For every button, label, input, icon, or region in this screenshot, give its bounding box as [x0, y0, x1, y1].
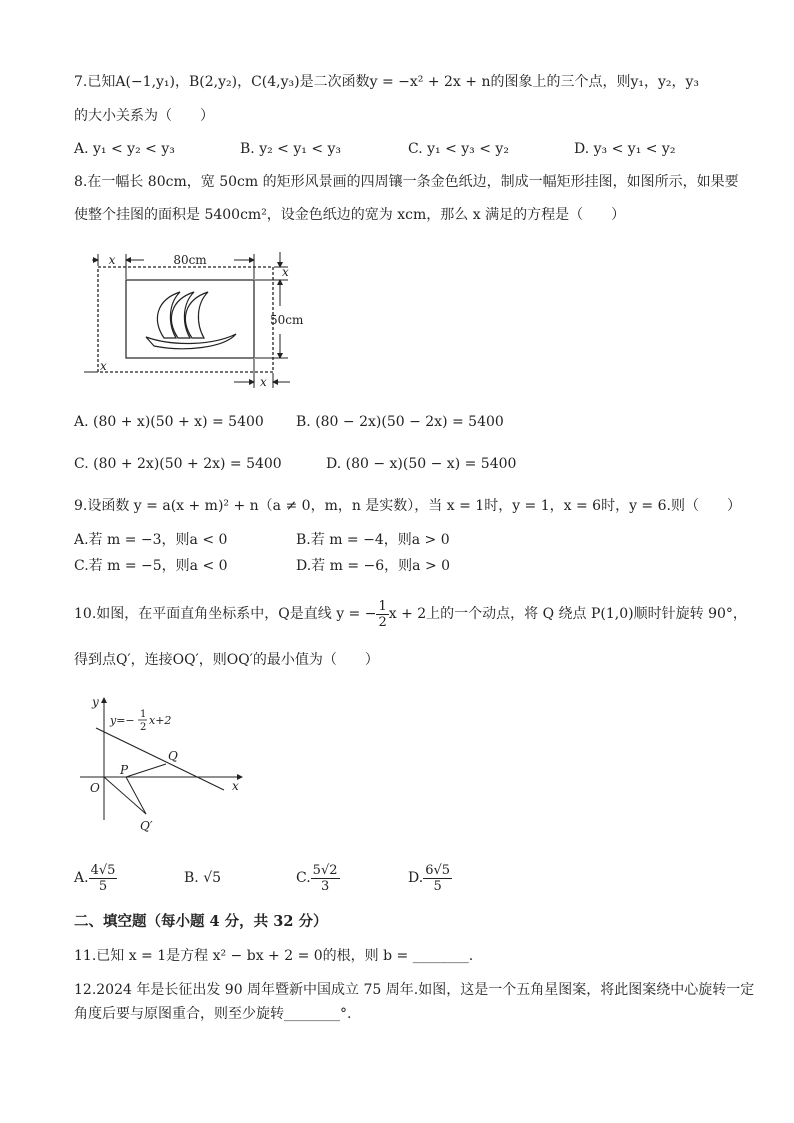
- q8-stem-line2: 使整个挂图的面积是 5400cm²，设金色纸边的宽为 xcm，那么 x 满足的方程是（ ）: [74, 207, 626, 223]
- q9-option-d: D.若 m = −6，则a > 0: [296, 558, 451, 574]
- q8-boat-sails: [146, 292, 236, 349]
- q9-option-c: C.若 m = −5，则a < 0: [74, 558, 228, 574]
- q10-frac-den: 2: [378, 614, 387, 630]
- q8-label-80cm: 80cm: [173, 253, 207, 267]
- q10-line: [96, 728, 224, 790]
- q7-option-c: C. y₁ < y₃ < y₂: [408, 141, 509, 157]
- q8-label-50cm: 50cm: [270, 313, 304, 327]
- q10-stem-line1: [74, 598, 747, 630]
- q8-option-d: D. (80 − x)(50 − x) = 5400: [326, 456, 517, 472]
- q10-option-d-fraction: $\frac{6√5}{5}$: [425, 862, 451, 894]
- q10-eq-den: 2: [140, 722, 147, 733]
- q8-label-x-top: x: [108, 253, 116, 267]
- q7-option-b: B. y₂ < y₁ < y₃: [240, 141, 342, 157]
- q8-label-x-bottom: x: [260, 375, 267, 389]
- q10-segment-pq: [126, 764, 166, 777]
- q10-label-x: x: [232, 779, 239, 793]
- q10-stem-fraction: [376, 599, 388, 630]
- q10-option-d: D. $\frac{6√5}{5}$: [408, 862, 451, 894]
- q10-eq-left: y=−: [110, 714, 135, 727]
- q8-figure: [84, 242, 314, 392]
- q10-eq-right: x+2: [149, 714, 172, 727]
- q10-stem-part1: 10.如图，在平面直角坐标系中，Q是直线 y = −: [74, 606, 377, 622]
- q10-label-p: P: [120, 763, 129, 777]
- q10-figure: [74, 692, 254, 837]
- q8-label-x-left: x: [100, 359, 107, 373]
- q10-stem-part2: x + 2上的一个动点，将 Q 绕点 P(1,0)顺时针旋转 90°，: [388, 606, 747, 622]
- q10-eq-num: 1: [140, 709, 147, 720]
- q10-option-c: C. $\frac{5√2}{3}$: [296, 862, 338, 894]
- q10-label-y: y: [92, 695, 99, 709]
- q10-option-b: B. √5: [184, 870, 222, 886]
- section-2-heading: 二、填空题（每小题 4 分，共 32 分）: [74, 913, 328, 930]
- q7-option-d: D. y₃ < y₁ < y₂: [574, 141, 676, 157]
- q10-label-qprime: Q′: [140, 819, 153, 833]
- q9-stem: 9.设函数 y = a(x + m)² + n（a ≠ 0，m，n 是实数），当 x = 1时，y = 1，x = 6时，y = 6.则（ ）: [74, 498, 741, 514]
- q10-option-c-fraction: $\frac{5√2}{3}$: [312, 862, 338, 894]
- q10-option-a: A. $\frac{4√5}{5}$: [74, 862, 116, 894]
- q10-option-a-fraction: $\frac{4√5}{5}$: [90, 862, 116, 894]
- q7-stem-line1: 7.已知A(−1,y₁)，B(2,y₂)，C(4,y₃)是二次函数y = −x² + 2x + n的图象上的三个点，则y₁，y₂，y₃: [74, 74, 700, 90]
- q9-option-a: A.若 m = −3，则a < 0: [74, 532, 228, 548]
- q7-option-a: A. y₁ < y₂ < y₃: [74, 141, 175, 157]
- q12-stem-line1: 12.2024 年是长征出发 90 周年暨新中国成立 75 周年.如图，这是一个五角星图案，将此图案绕中心旋转一定: [74, 982, 755, 998]
- q8-label-x-right: x: [282, 265, 289, 279]
- q10-frac-num: 1: [378, 598, 387, 614]
- q11-stem: 11.已知 x = 1是方程 x² − bx + 2 = 0的根，则 b = ________.: [74, 948, 474, 964]
- q8-stem-line1: 8.在一幅长 80cm，宽 50cm 的矩形风景画的四周镶一条金色纸边，制成一幅矩形挂图，如图所示，如果要: [74, 174, 739, 190]
- q9-option-b: B.若 m = −4，则a > 0: [296, 532, 450, 548]
- q8-option-c: C. (80 + 2x)(50 + 2x) = 5400: [74, 456, 282, 472]
- q10-segment-oqprime: [104, 777, 146, 814]
- q10-stem-line2: 得到点Q′，连接OQ′，则OQ′的最小值为（ ）: [74, 652, 379, 668]
- q10-label-q: Q: [168, 749, 178, 763]
- q12-stem-line2: 角度后要与原图重合，则至少旋转________°.: [74, 1006, 352, 1022]
- q8-inner-painting: [126, 280, 254, 358]
- q8-option-a: A. (80 + x)(50 + x) = 5400: [74, 414, 264, 430]
- q7-stem-line2: 的大小关系为（ ）: [74, 108, 214, 124]
- q8-option-b: B. (80 − 2x)(50 − 2x) = 5400: [296, 414, 504, 430]
- q10-label-o: O: [90, 781, 100, 795]
- q10-segment-pqprime: [126, 777, 146, 814]
